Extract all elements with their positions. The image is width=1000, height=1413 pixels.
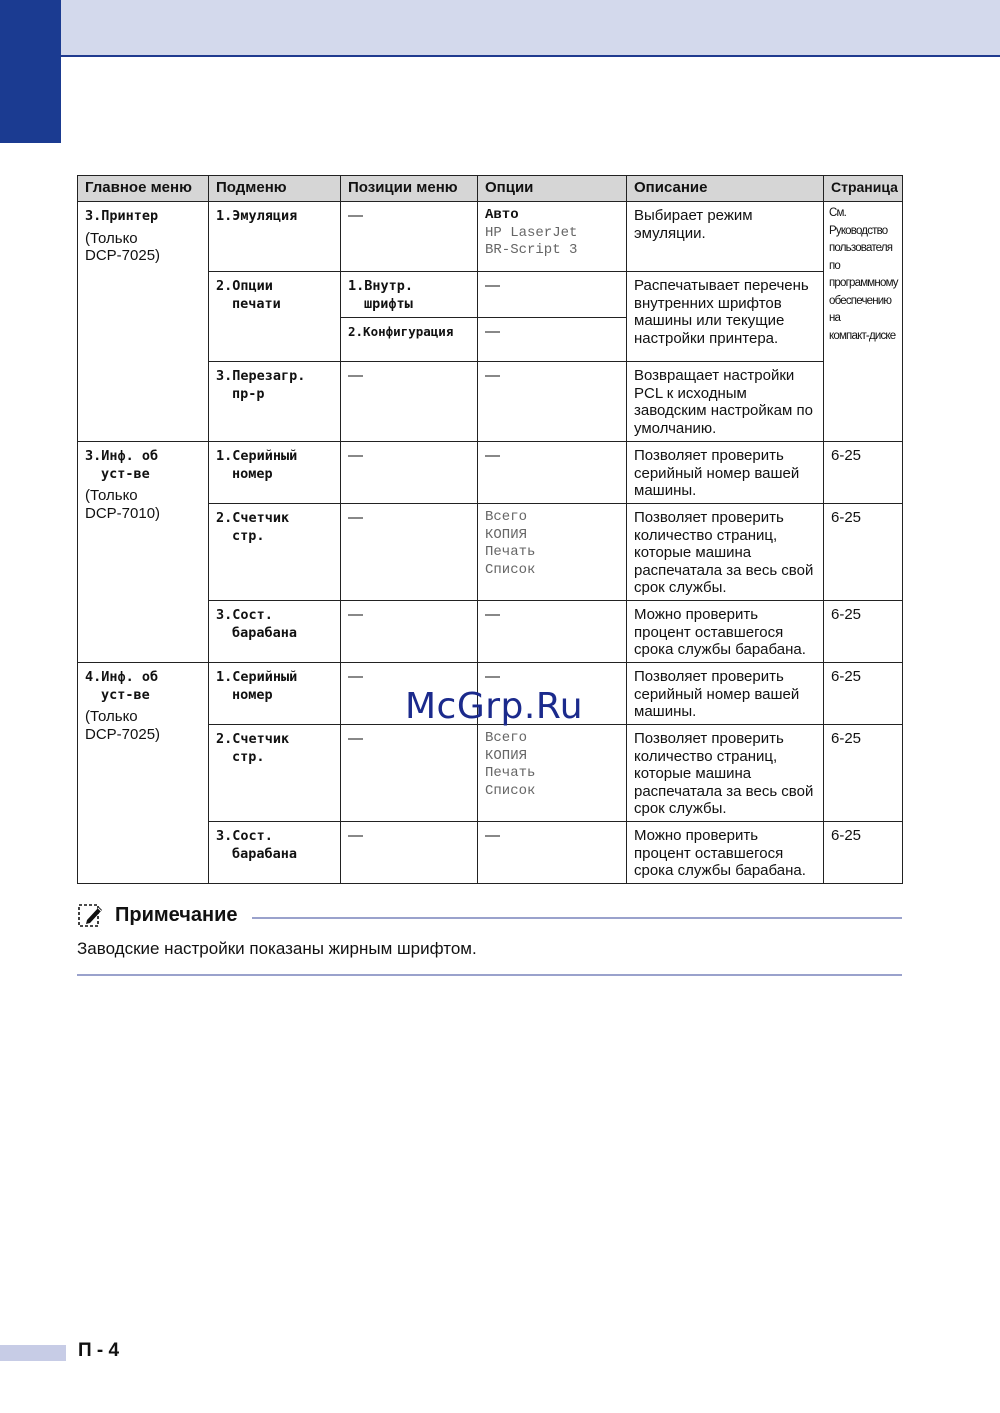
submenu-label: барабана	[232, 624, 298, 641]
col-header-main-menu: Главное меню	[78, 176, 209, 202]
submenu-label: 2.Счетчик	[216, 510, 290, 526]
description-cell: Позволяет проверить серийный номер вашей машины.	[627, 442, 824, 504]
description-cell: Распечатывает перечень внутренних шрифтов машины или текущие настройки принтера.	[627, 272, 824, 362]
note-text: Заводские настройки показаны жирным шрифтом.	[77, 939, 477, 958]
page-ref-line: пользователя по	[829, 242, 893, 272]
page-ref-line: программному	[829, 277, 898, 289]
page-cell: 6-25	[824, 725, 903, 822]
page-number: П - 4	[78, 1340, 120, 1361]
main-menu-code: 3.Инф. об	[85, 448, 159, 464]
page-cell: 6-25	[824, 504, 903, 601]
description-cell: Позволяет проверить количество страниц, которые машина распечатала за весь свой срок службы.	[627, 504, 824, 601]
submenu-label: барабана	[232, 845, 298, 862]
main-menu-cell-printer	[78, 202, 209, 442]
option-item: Список	[485, 782, 536, 799]
submenu-label: печати	[232, 295, 281, 312]
menu-item-cell	[341, 601, 478, 663]
submenu-label: стр.	[232, 748, 265, 765]
submenu-label: стр.	[232, 527, 265, 544]
dash-text: —	[348, 730, 363, 747]
dash-text: —	[485, 827, 500, 844]
description-cell: Выбирает режим эмуляции.	[627, 202, 824, 272]
menu-item-label: 1.Внутр.	[348, 278, 414, 294]
col-header-menu-items: Позиции меню	[341, 176, 478, 202]
dash-text: —	[485, 668, 500, 685]
dash-text: —	[348, 447, 363, 464]
submenu-cell	[209, 822, 341, 884]
option-item: BR-Script 3	[485, 242, 578, 258]
page-ref-line: обеспечению на	[829, 294, 892, 324]
page-ref-line: См.	[829, 207, 847, 219]
submenu-cell	[209, 663, 341, 725]
note-header	[77, 897, 902, 933]
dash-text: —	[348, 606, 363, 623]
model-name: DCP-7025)	[85, 725, 161, 743]
dash-text: —	[485, 277, 500, 294]
dash-text: —	[485, 323, 500, 340]
options-cell	[478, 318, 627, 362]
option-default: Авто	[485, 207, 519, 223]
menu-item-cell	[341, 202, 478, 272]
model-name: DCP-7025)	[85, 247, 161, 264]
page-cell: 6-25	[824, 601, 903, 663]
main-menu-code: уст-ве	[101, 465, 150, 482]
submenu-label: 1.Серийный	[216, 669, 298, 685]
description-cell: Можно проверить процент оставшегося срока службы барабана.	[627, 822, 824, 884]
model-note: (Только	[85, 229, 138, 247]
submenu-cell	[209, 725, 341, 822]
col-header-submenu: Подменю	[209, 176, 341, 202]
menu-item-cell	[341, 442, 478, 504]
page-cell: 6-25	[824, 442, 903, 504]
submenu-label: 1.Серийный	[216, 448, 298, 464]
submenu-label: 3.Сост.	[216, 828, 273, 844]
menu-item-cell	[341, 272, 478, 318]
main-menu-cell-info-7010	[78, 442, 209, 663]
chapter-tab	[0, 0, 61, 143]
submenu-label: 3.Перезагр.	[216, 368, 306, 384]
menu-item-label: 2.Конфигурация	[348, 324, 454, 339]
option-item: Всего	[485, 509, 528, 525]
submenu-label: пр-р	[232, 385, 265, 402]
page-ref-line: компакт-диске	[829, 329, 896, 342]
option-item: Всего	[485, 730, 528, 746]
options-cell	[478, 822, 627, 884]
model-note: (Только	[85, 487, 138, 504]
page-cell: 6-25	[824, 663, 903, 725]
options-cell	[478, 272, 627, 318]
table-row	[78, 442, 903, 504]
note-divider	[252, 917, 902, 919]
menu-item-cell	[341, 504, 478, 601]
option-item: HP LaserJet	[485, 224, 578, 241]
submenu-cell	[209, 601, 341, 663]
note-bottom-divider	[77, 974, 902, 976]
dash-text: —	[348, 367, 363, 384]
note-title: Примечание	[115, 903, 238, 926]
options-cell	[478, 362, 627, 442]
model-name: DCP-7010)	[85, 504, 161, 522]
submenu-label: 3.Сост.	[216, 607, 273, 623]
dash-text: —	[348, 827, 363, 844]
submenu-cell	[209, 362, 341, 442]
footer-band	[0, 1345, 66, 1361]
dash-text: —	[485, 367, 500, 384]
option-item: КОПИЯ	[485, 747, 528, 764]
description-cell: Позволяет проверить количество страниц, которые машина распечатала за весь свой срок службы.	[627, 725, 824, 822]
menu-item-cell	[341, 362, 478, 442]
menu-item-label: шрифты	[364, 295, 413, 312]
menu-item-cell	[341, 725, 478, 822]
submenu-label: номер	[232, 686, 273, 703]
submenu-label: номер	[232, 465, 273, 482]
col-header-page: Страница	[824, 176, 903, 202]
option-item: Печать	[485, 544, 536, 560]
col-header-description: Описание	[627, 176, 824, 202]
description-cell: Возвращает настройки PCL к исходным заводским настройкам по умолчанию.	[627, 362, 824, 442]
option-item: Список	[485, 561, 536, 578]
options-cell	[478, 504, 627, 601]
option-item: Печать	[485, 765, 536, 781]
main-menu-code: 3.Принтер	[85, 208, 159, 224]
page-cell: 6-25	[824, 822, 903, 884]
options-cell	[478, 725, 627, 822]
submenu-cell	[209, 442, 341, 504]
page-cell-ref	[824, 202, 903, 442]
options-cell	[478, 601, 627, 663]
main-menu-code: уст-ве	[101, 686, 150, 703]
table-row	[78, 202, 903, 272]
options-cell	[478, 442, 627, 504]
submenu-cell	[209, 504, 341, 601]
model-note: (Только	[85, 708, 138, 725]
submenu-label: 2.Опции	[216, 278, 273, 294]
submenu-cell	[209, 202, 341, 272]
main-menu-cell-info-7025	[78, 663, 209, 884]
dash-text: —	[485, 447, 500, 464]
options-cell	[478, 202, 627, 272]
submenu-label: 2.Счетчик	[216, 731, 290, 747]
watermark-text: McGrp.Ru	[405, 686, 584, 727]
submenu-cell	[209, 272, 341, 362]
main-menu-code: 4.Инф. об	[85, 669, 159, 685]
menu-item-cell	[341, 318, 478, 362]
header-band	[0, 0, 1000, 57]
table-header-row	[78, 176, 903, 202]
dash-text: —	[485, 606, 500, 623]
dash-text: —	[348, 509, 363, 526]
col-header-options: Опции	[478, 176, 627, 202]
description-cell: Можно проверить процент оставшегося срока службы барабана.	[627, 601, 824, 663]
dash-text: —	[348, 207, 363, 224]
dash-text: —	[348, 668, 363, 685]
submenu-label: 1.Эмуляция	[216, 208, 298, 224]
page-ref-line: Руководство	[829, 224, 888, 237]
note-box	[77, 897, 902, 976]
pencil-note-icon	[77, 902, 103, 928]
menu-table	[77, 175, 903, 884]
description-cell: Позволяет проверить серийный номер вашей машины.	[627, 663, 824, 725]
menu-item-cell	[341, 822, 478, 884]
option-item: КОПИЯ	[485, 526, 528, 543]
